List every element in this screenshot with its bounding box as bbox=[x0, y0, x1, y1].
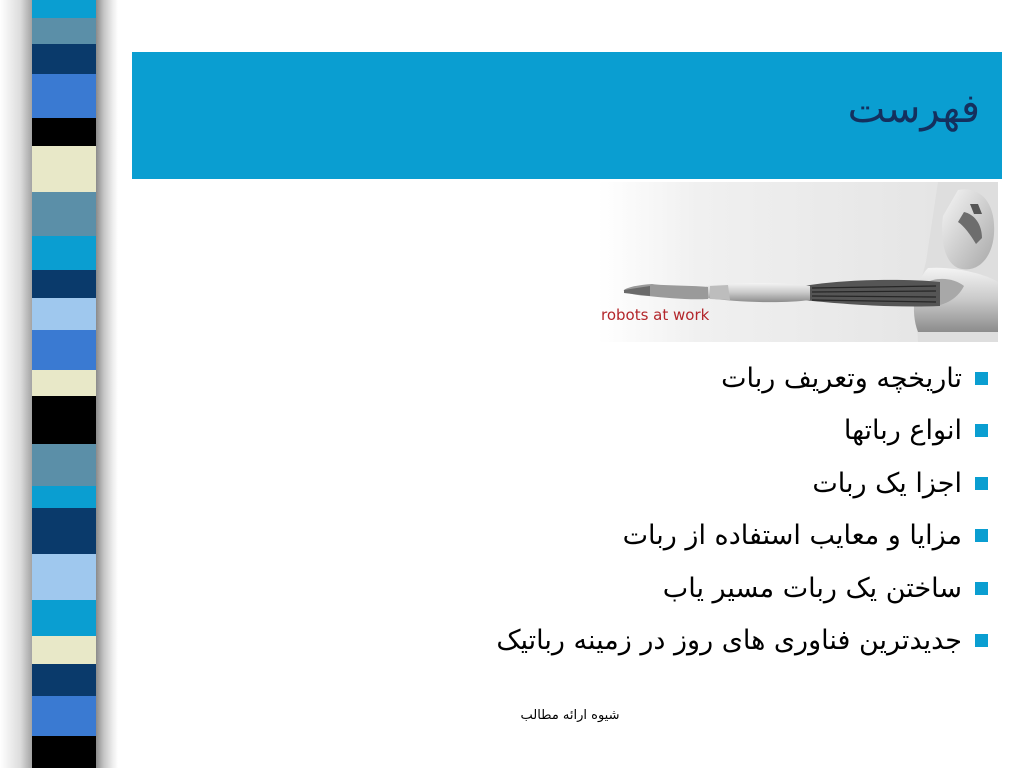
list-item bbox=[328, 615, 988, 668]
bullet-text: مزایا و معایب استفاده از ربات bbox=[622, 520, 962, 552]
square-bullet-icon bbox=[975, 634, 988, 647]
square-bullet-icon bbox=[975, 424, 988, 437]
list-item bbox=[328, 405, 988, 458]
bullet-text: انواع رباتها bbox=[843, 415, 962, 447]
square-bullet-icon bbox=[975, 477, 988, 490]
bullet-text: تاریخچه وتعریف ربات bbox=[721, 362, 962, 394]
bullet-text: اجزا یک ربات bbox=[812, 467, 962, 499]
slide-title: فهرست bbox=[847, 86, 980, 132]
sidebar-shadow-right bbox=[96, 0, 118, 768]
slide-footer: شیوه ارائه مطالب bbox=[520, 708, 620, 723]
list-item bbox=[328, 510, 988, 563]
list-item bbox=[328, 562, 988, 615]
decorative-stripe-sidebar bbox=[32, 0, 100, 768]
sidebar-shadow-left bbox=[0, 0, 34, 768]
square-bullet-icon bbox=[975, 372, 988, 385]
image-caption: robots at work bbox=[601, 306, 710, 324]
list-item bbox=[328, 352, 988, 405]
square-bullet-icon bbox=[975, 582, 988, 595]
bullet-list bbox=[328, 352, 988, 667]
bullet-text: جدیدترین فناوری های روز در زمینه رباتیک bbox=[496, 625, 962, 657]
square-bullet-icon bbox=[975, 529, 988, 542]
list-item bbox=[328, 457, 988, 510]
bullet-text: ساختن یک ربات مسیر یاب bbox=[662, 572, 962, 604]
